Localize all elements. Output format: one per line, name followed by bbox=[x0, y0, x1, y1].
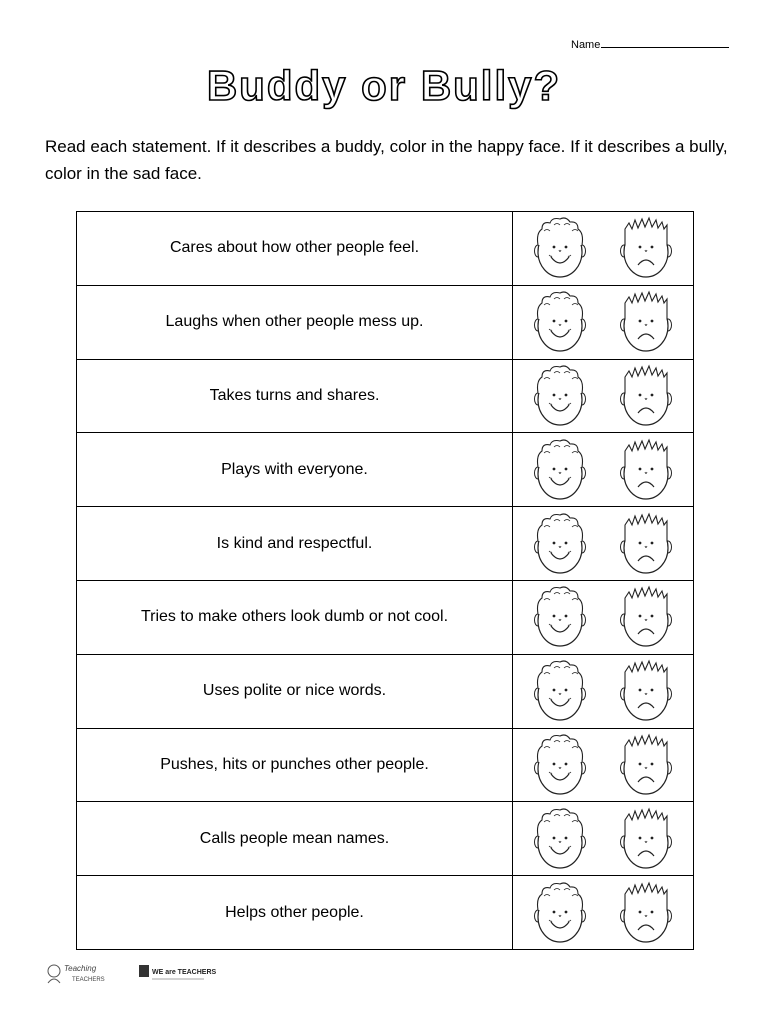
statement-text: Laughs when other people mess up. bbox=[77, 286, 513, 359]
statement-text: Takes turns and shares. bbox=[77, 360, 513, 433]
we-are-teachers-logo bbox=[138, 962, 217, 984]
table-row bbox=[77, 212, 693, 286]
happy-face-icon[interactable] bbox=[532, 437, 588, 503]
sad-face-icon[interactable] bbox=[618, 511, 674, 577]
table-row bbox=[77, 876, 693, 950]
table-row bbox=[77, 433, 693, 507]
happy-face-icon[interactable] bbox=[532, 880, 588, 946]
face-choices bbox=[513, 212, 693, 285]
happy-face-icon[interactable] bbox=[532, 806, 588, 872]
statement-text: Plays with everyone. bbox=[77, 433, 513, 506]
svg-text:Teaching: Teaching bbox=[64, 964, 97, 973]
statement-text: Tries to make others look dumb or not cool. bbox=[77, 581, 513, 654]
page-title-text: Buddy or Bully? bbox=[206, 62, 562, 109]
footer-logos bbox=[44, 958, 217, 988]
face-choices bbox=[513, 507, 693, 580]
sad-face-icon[interactable] bbox=[618, 215, 674, 281]
table-row bbox=[77, 507, 693, 581]
face-choices bbox=[513, 433, 693, 506]
face-choices bbox=[513, 729, 693, 802]
statement-text: Uses polite or nice words. bbox=[77, 655, 513, 728]
table-row bbox=[77, 655, 693, 729]
happy-face-icon[interactable] bbox=[532, 732, 588, 798]
statement-text: Is kind and respectful. bbox=[77, 507, 513, 580]
statement-text: Calls people mean names. bbox=[77, 802, 513, 875]
face-choices bbox=[513, 286, 693, 359]
svg-text:WE are TEACHERS: WE are TEACHERS bbox=[152, 969, 217, 976]
sad-face-icon[interactable] bbox=[618, 584, 674, 650]
happy-face-icon[interactable] bbox=[532, 511, 588, 577]
sad-face-icon[interactable] bbox=[618, 289, 674, 355]
table-row bbox=[77, 729, 693, 803]
face-choices bbox=[513, 581, 693, 654]
name-field[interactable] bbox=[571, 38, 729, 51]
sad-face-icon[interactable] bbox=[618, 363, 674, 429]
statement-text: Cares about how other people feel. bbox=[77, 212, 513, 285]
name-label: Name bbox=[571, 39, 601, 51]
sad-face-icon[interactable] bbox=[618, 437, 674, 503]
happy-face-icon[interactable] bbox=[532, 658, 588, 724]
happy-face-icon[interactable] bbox=[532, 584, 588, 650]
face-choices bbox=[513, 655, 693, 728]
table-row bbox=[77, 286, 693, 360]
table-row bbox=[77, 802, 693, 876]
name-blank-line[interactable] bbox=[601, 38, 729, 48]
happy-face-icon[interactable] bbox=[532, 363, 588, 429]
sad-face-icon[interactable] bbox=[618, 732, 674, 798]
sad-face-icon[interactable] bbox=[618, 806, 674, 872]
happy-face-icon[interactable] bbox=[532, 215, 588, 281]
page-title bbox=[0, 62, 768, 114]
face-choices bbox=[513, 802, 693, 875]
worksheet-table bbox=[76, 211, 694, 950]
sad-face-icon[interactable] bbox=[618, 880, 674, 946]
face-choices bbox=[513, 876, 693, 950]
face-choices bbox=[513, 360, 693, 433]
svg-text:TEACHERS: TEACHERS bbox=[72, 977, 105, 983]
happy-face-icon[interactable] bbox=[532, 289, 588, 355]
table-row bbox=[77, 581, 693, 655]
sad-face-icon[interactable] bbox=[618, 658, 674, 724]
teaching-logo bbox=[44, 959, 124, 987]
table-row bbox=[77, 360, 693, 434]
statement-text: Helps other people. bbox=[77, 876, 513, 950]
statement-text: Pushes, hits or punches other people. bbox=[77, 729, 513, 802]
instructions-text: Read each statement. If it describes a buddy, color in the happy face. If it describes a bully, color in the sad face. bbox=[45, 137, 728, 183]
